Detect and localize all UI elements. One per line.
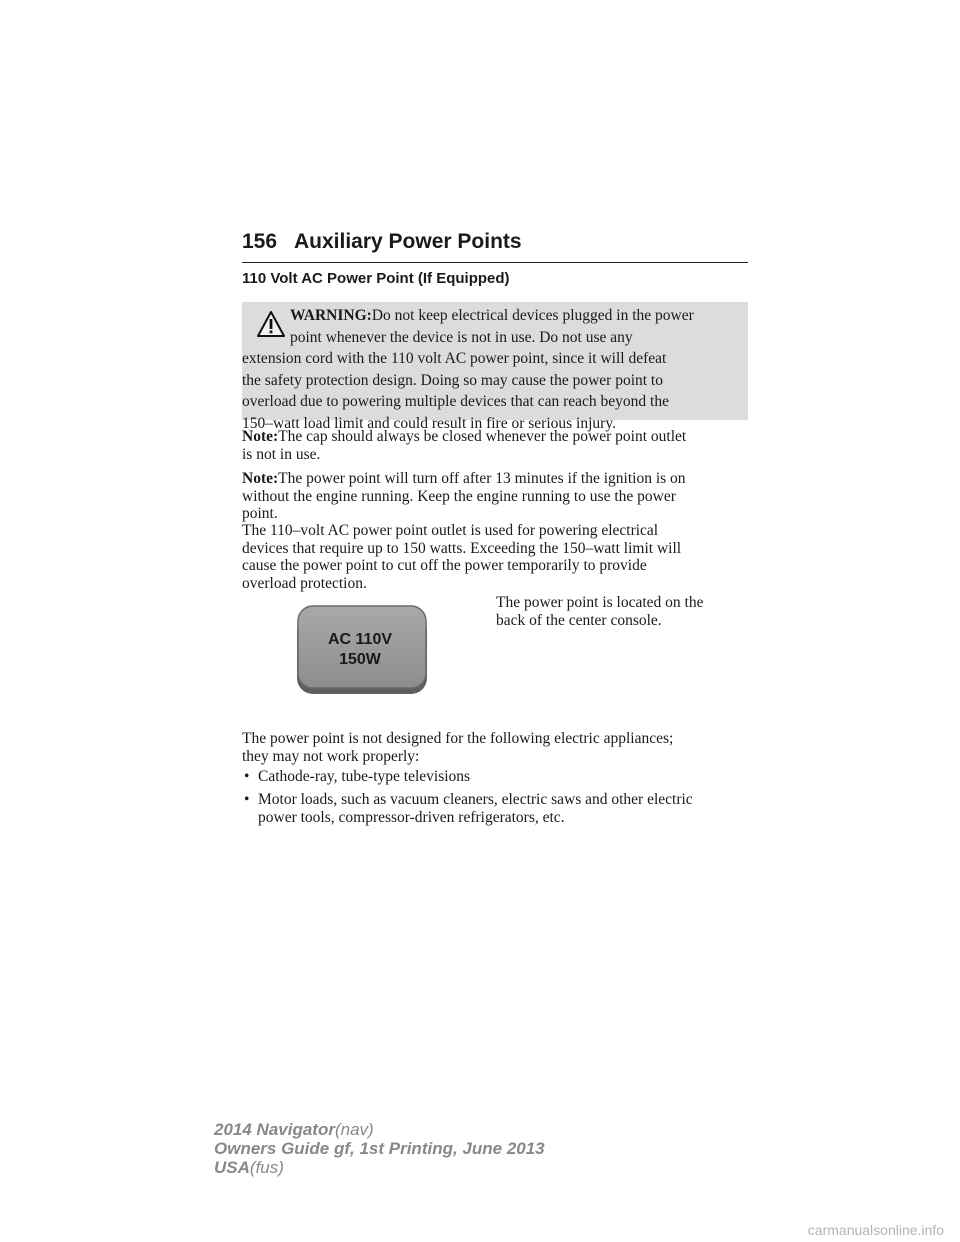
warning-text — [242, 305, 738, 434]
warning-line: overload due to powering multiple devices that can reach beyond the — [242, 393, 669, 410]
chapter-title: Auxiliary Power Points — [294, 230, 522, 253]
cap-label-wattage: 150W — [339, 651, 381, 668]
page-header — [242, 230, 748, 263]
bullet-text — [258, 791, 693, 826]
warning-line: WARNING:Do not keep electrical devices plugged in the power — [290, 307, 694, 324]
cap-label-voltage: AC 110V — [327, 631, 393, 648]
paragraph-line: devices that require up to 150 watts. Exceeding the 150–watt limit will — [242, 539, 682, 557]
bullet-dot: • — [244, 768, 250, 785]
warning-box — [242, 302, 748, 432]
paragraph-line: The power point is not designed for the following electric appliances; — [242, 730, 674, 747]
warning-label: WARNING: — [290, 307, 372, 324]
footer-model-code: (nav) — [334, 1120, 374, 1139]
footer-line — [214, 1158, 545, 1177]
caption-line: The power point is located on the — [496, 594, 704, 611]
paragraph-line: The 110–volt AC power point outlet is used for powering electrical — [242, 522, 659, 539]
footer-model: 2014 Navigator — [214, 1120, 335, 1139]
note-line: point. — [242, 505, 278, 522]
note-auto-off — [242, 470, 748, 523]
note-cap-closed — [242, 428, 748, 463]
warning-line: point whenever the device is not in use. Do not use any — [290, 328, 633, 346]
bullet-line: power tools, compressor-driven refrigerators, etc. — [258, 808, 565, 826]
paragraph-outlet-description — [242, 522, 748, 592]
note-line: is not in use. — [242, 445, 321, 463]
figure-caption — [496, 594, 756, 630]
paragraph-line: cause the power point to cut off the power temporarily to provide — [242, 557, 647, 574]
footer-market-code: (fus) — [249, 1158, 284, 1177]
note-label: Note: — [242, 428, 279, 445]
footer-line: Owners Guide gf, 1st Printing, June 2013 — [214, 1139, 545, 1158]
bullet-line: Motor loads, such as vacuum cleaners, electric saws and other electric — [258, 791, 693, 808]
warning-line: the safety protection design. Doing so may cause the power point to — [242, 371, 663, 389]
paragraph-line: they may not work properly: — [242, 747, 420, 765]
caption-line: back of the center console. — [496, 612, 662, 629]
note-line: Note:The power point will turn off after 13 minutes if the ignition is on — [242, 470, 686, 487]
footer-market: USA — [214, 1158, 250, 1177]
note-label: Note: — [242, 470, 279, 487]
section-heading: 110 Volt AC Power Point (If Equipped) — [242, 270, 510, 287]
bullet-text — [258, 768, 470, 786]
paragraph-line: overload protection. — [242, 574, 367, 592]
footer-line — [214, 1120, 545, 1139]
document-footer — [214, 1120, 545, 1177]
paragraph-not-designed-for — [242, 730, 748, 765]
bullet-line: Cathode-ray, tube-type televisions — [258, 768, 471, 785]
power-point-cap-illustration — [296, 604, 428, 696]
note-line: without the engine running. Keep the engine running to use the power — [242, 487, 676, 505]
page-number: 156 — [242, 230, 278, 253]
warning-line: 150–watt load limit and could result in fire or serious injury. — [242, 414, 616, 432]
watermark: carmanualsonline.info — [807, 1222, 944, 1238]
bullet-dot: • — [244, 791, 250, 808]
warning-line: extension cord with the 110 volt AC power point, since it will defeat — [242, 350, 667, 367]
note-line: Note:The cap should always be closed whenever the power point outlet — [242, 428, 687, 445]
